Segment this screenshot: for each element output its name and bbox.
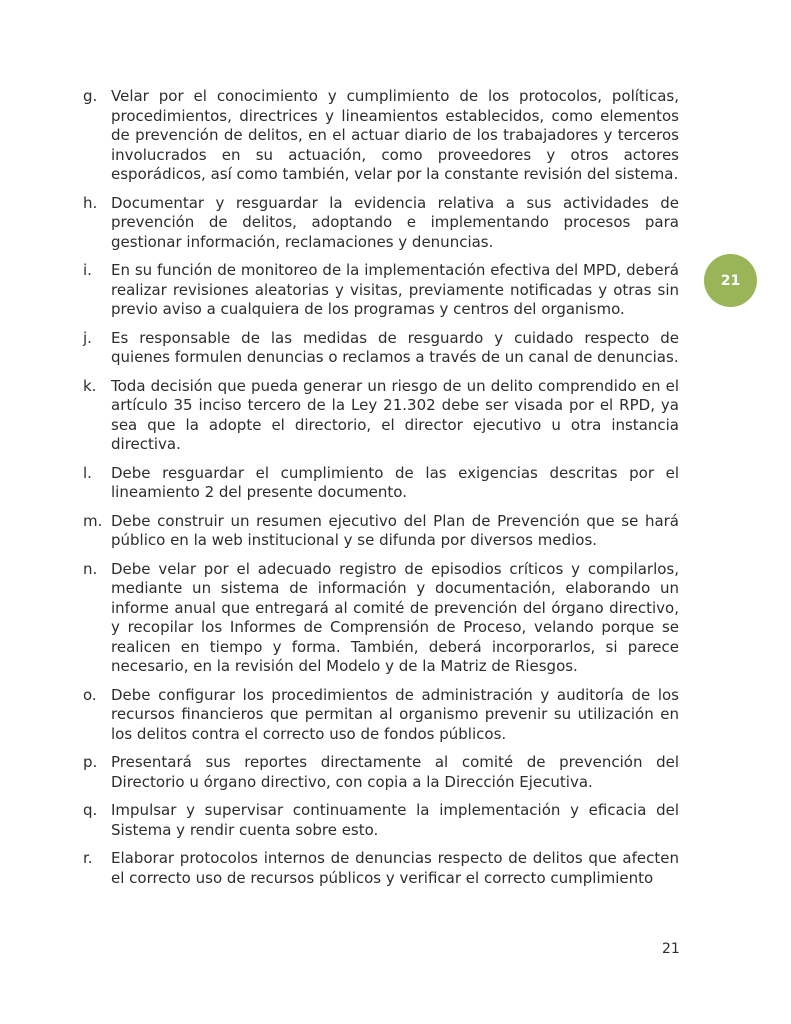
- list-item-text: Debe resguardar el cumplimiento de las exigencias descritas por el lineamiento 2 del presente documento.: [111, 463, 679, 501]
- list-item: [83, 512, 679, 551]
- list-item: [83, 329, 679, 368]
- list-item-text: Toda decisión que pueda generar un riesgo de un delito comprendido en el artículo 35 inciso tercero de la Ley 21.302 debe ser visada por el RPD, ya sea que la adopte el directorio, el director ejecutivo u otra instancia directiva.: [111, 376, 679, 453]
- list-item: [83, 686, 679, 745]
- list-item: [83, 194, 679, 253]
- list-item: [83, 560, 679, 677]
- footer-page-number: 21: [662, 941, 680, 957]
- list-item-label: r.: [83, 849, 93, 867]
- list-item-label: q.: [83, 801, 98, 819]
- list-item: [83, 849, 679, 888]
- list-item-text: Elaborar protocolos internos de denuncias respecto de delitos que afecten el correcto uso de recursos públicos y verificar el correcto cumplimiento: [111, 849, 679, 887]
- list-item-text: Impulsar y supervisar continuamente la implementación y eficacia del Sistema y rendir cuenta sobre esto.: [111, 801, 679, 839]
- list-item: [83, 261, 679, 320]
- list-item: [83, 801, 679, 840]
- list-item-text: Presentará sus reportes directamente al comité de prevención del Directorio u órgano directivo, con copia a la Dirección Ejecutiva.: [111, 753, 679, 791]
- list-item-text: Documentar y resguardar la evidencia relativa a sus actividades de prevención de delitos, adoptando e implementando procesos para gestionar información, reclamaciones y denuncias.: [111, 193, 679, 251]
- list-item-text: Es responsable de las medidas de resguardo y cuidado respecto de quienes formulen denuncias o reclamos a través de un canal de denuncias.: [111, 328, 679, 366]
- list-item-label: o.: [83, 685, 97, 704]
- lettered-list: [83, 87, 679, 897]
- page-badge-number: 21: [720, 272, 741, 289]
- list-item-label: p.: [83, 753, 98, 771]
- list-item-label: j.: [83, 328, 92, 347]
- list-item: [83, 87, 679, 185]
- list-item: [83, 753, 679, 792]
- list-item-label: i.: [83, 261, 92, 279]
- list-item-label: l.: [83, 463, 92, 482]
- list-item-text: Debe construir un resumen ejecutivo del Plan de Prevención que se hará público en la web institucional y se difunda por diversos medios.: [111, 511, 679, 549]
- page-badge: [704, 254, 757, 307]
- list-item-label: n.: [83, 559, 98, 578]
- list-item-label: k.: [83, 376, 97, 395]
- list-item: [83, 464, 679, 503]
- list-item-text: Debe configurar los procedimientos de administración y auditoría de los recursos financieros que permitan al organismo prevenir su utilización en los delitos contra el correcto uso de fondos públicos.: [111, 685, 679, 743]
- list-item-label: h.: [83, 193, 98, 212]
- list-item-text: En su función de monitoreo de la implementación efectiva del MPD, deberá realizar revisiones aleatorias y visitas, previamente notificadas y otras sin previo aviso a cualquiera de los programas y centros del organismo.: [111, 261, 679, 318]
- list-item: [83, 377, 679, 455]
- list-item-label: m.: [83, 511, 103, 530]
- list-item-label: g.: [83, 87, 98, 105]
- list-item-text: Velar por el conocimiento y cumplimiento de los protocolos, políticas, procedimientos, directrices y lineamientos establecidos, como elementos de prevención de delitos, en el actuar diario de los trabajadores y terceros involucrados en su actuación, como proveedores y otros actores esporádicos, así como también, velar por la constante revisión del sistema.: [111, 87, 679, 183]
- list-item-text: Debe velar por el adecuado registro de episodios críticos y compilarlos, mediante un sistema de información y documentación, elaborando un informe anual que entregará al comité de prevención del órgano directivo, y recopilar los Informes de Comprensión de Proceso, velando porque se realicen en tiempo y forma. También, deberá incorporarlos, si parece necesario, en la revisión del Modelo y de la Matriz de Riesgos.: [111, 559, 679, 675]
